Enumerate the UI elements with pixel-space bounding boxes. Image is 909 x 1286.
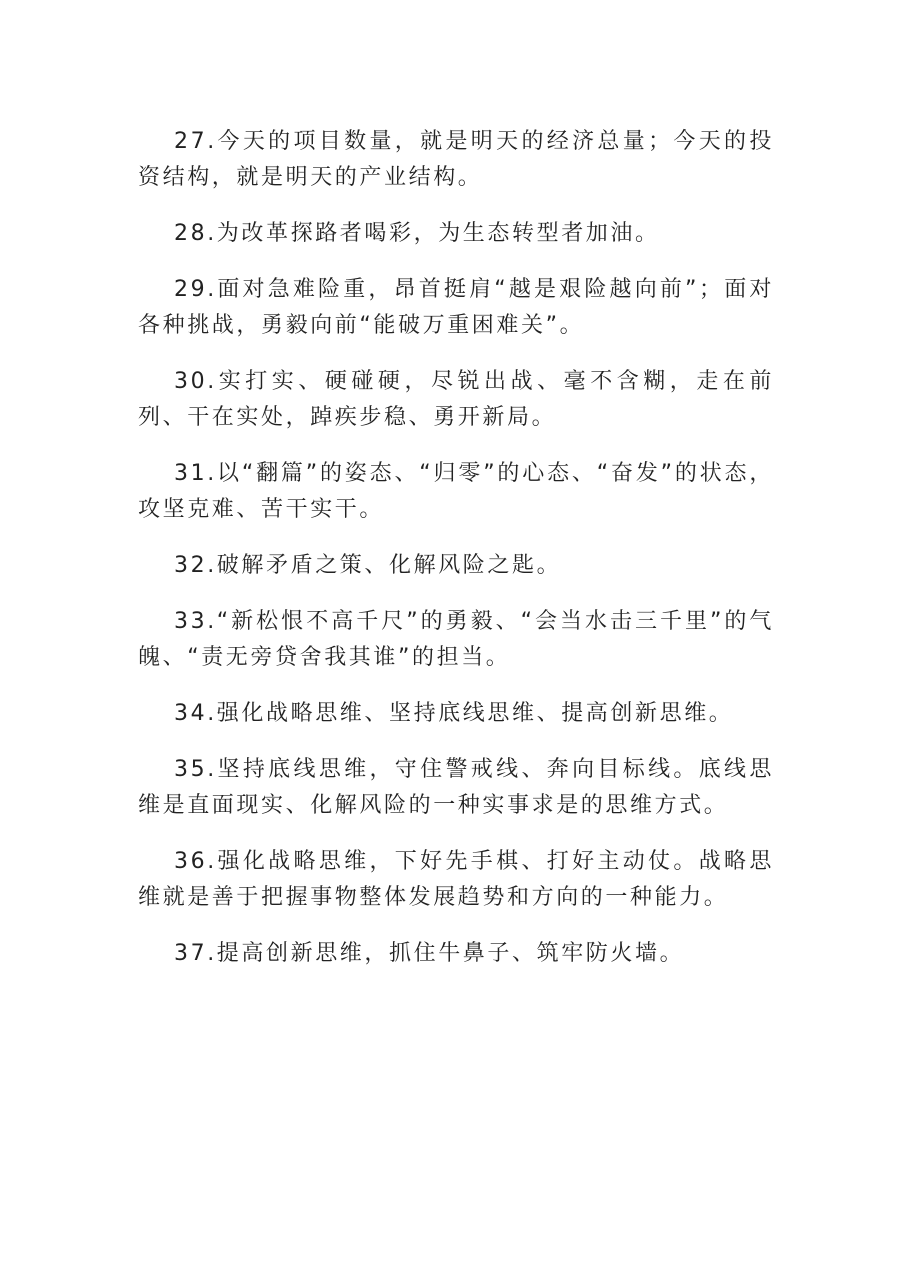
paragraph-30: 30.实打实、硬碰硬，尽锐出战、毫不含糊，走在前列、干在实处，踔疾步稳、勇开新局。 [138, 369, 774, 430]
paragraph-36: 36.强化战略思维，下好先手棋、打好主动仗。战略思维就是善于把握事物整体发展趋势和方向的一种能力。 [138, 849, 774, 910]
paragraph-31: 31.以“翻篇”的姿态、“归零”的心态、“奋发”的状态，攻坚克难、苦干实干。 [138, 461, 774, 522]
paragraph-32: 32.破解矛盾之策、化解风险之匙。 [174, 553, 562, 578]
paragraph-35: 35.坚持底线思维，守住警戒线、奔向目标线。底线思维是直面现实、化解风险的一种实事求是的思维方式。 [138, 757, 774, 818]
paragraph-34: 34.强化战略思维、坚持底线思维、提高创新思维。 [174, 701, 734, 726]
paragraph-27: 27.今天的项目数量，就是明天的经济总量；今天的投资结构，就是明天的产业结构。 [138, 129, 774, 190]
paragraph-37: 37.提高创新思维，抓住牛鼻子、筑牢防火墙。 [174, 941, 685, 966]
paragraph-29: 29.面对急难险重，昂首挺肩“越是艰险越向前”；面对各种挑战，勇毅向前“能破万重困难关”。 [138, 277, 774, 338]
document-body [138, 124, 774, 992]
paragraph-28: 28.为改革探路者喝彩，为生态转型者加油。 [174, 221, 660, 246]
paragraph-33: 33.“新松恨不高千尺”的勇毅、“会当水击三千里”的气魄、“责无旁贷舍我其谁”的担当。 [138, 609, 774, 670]
